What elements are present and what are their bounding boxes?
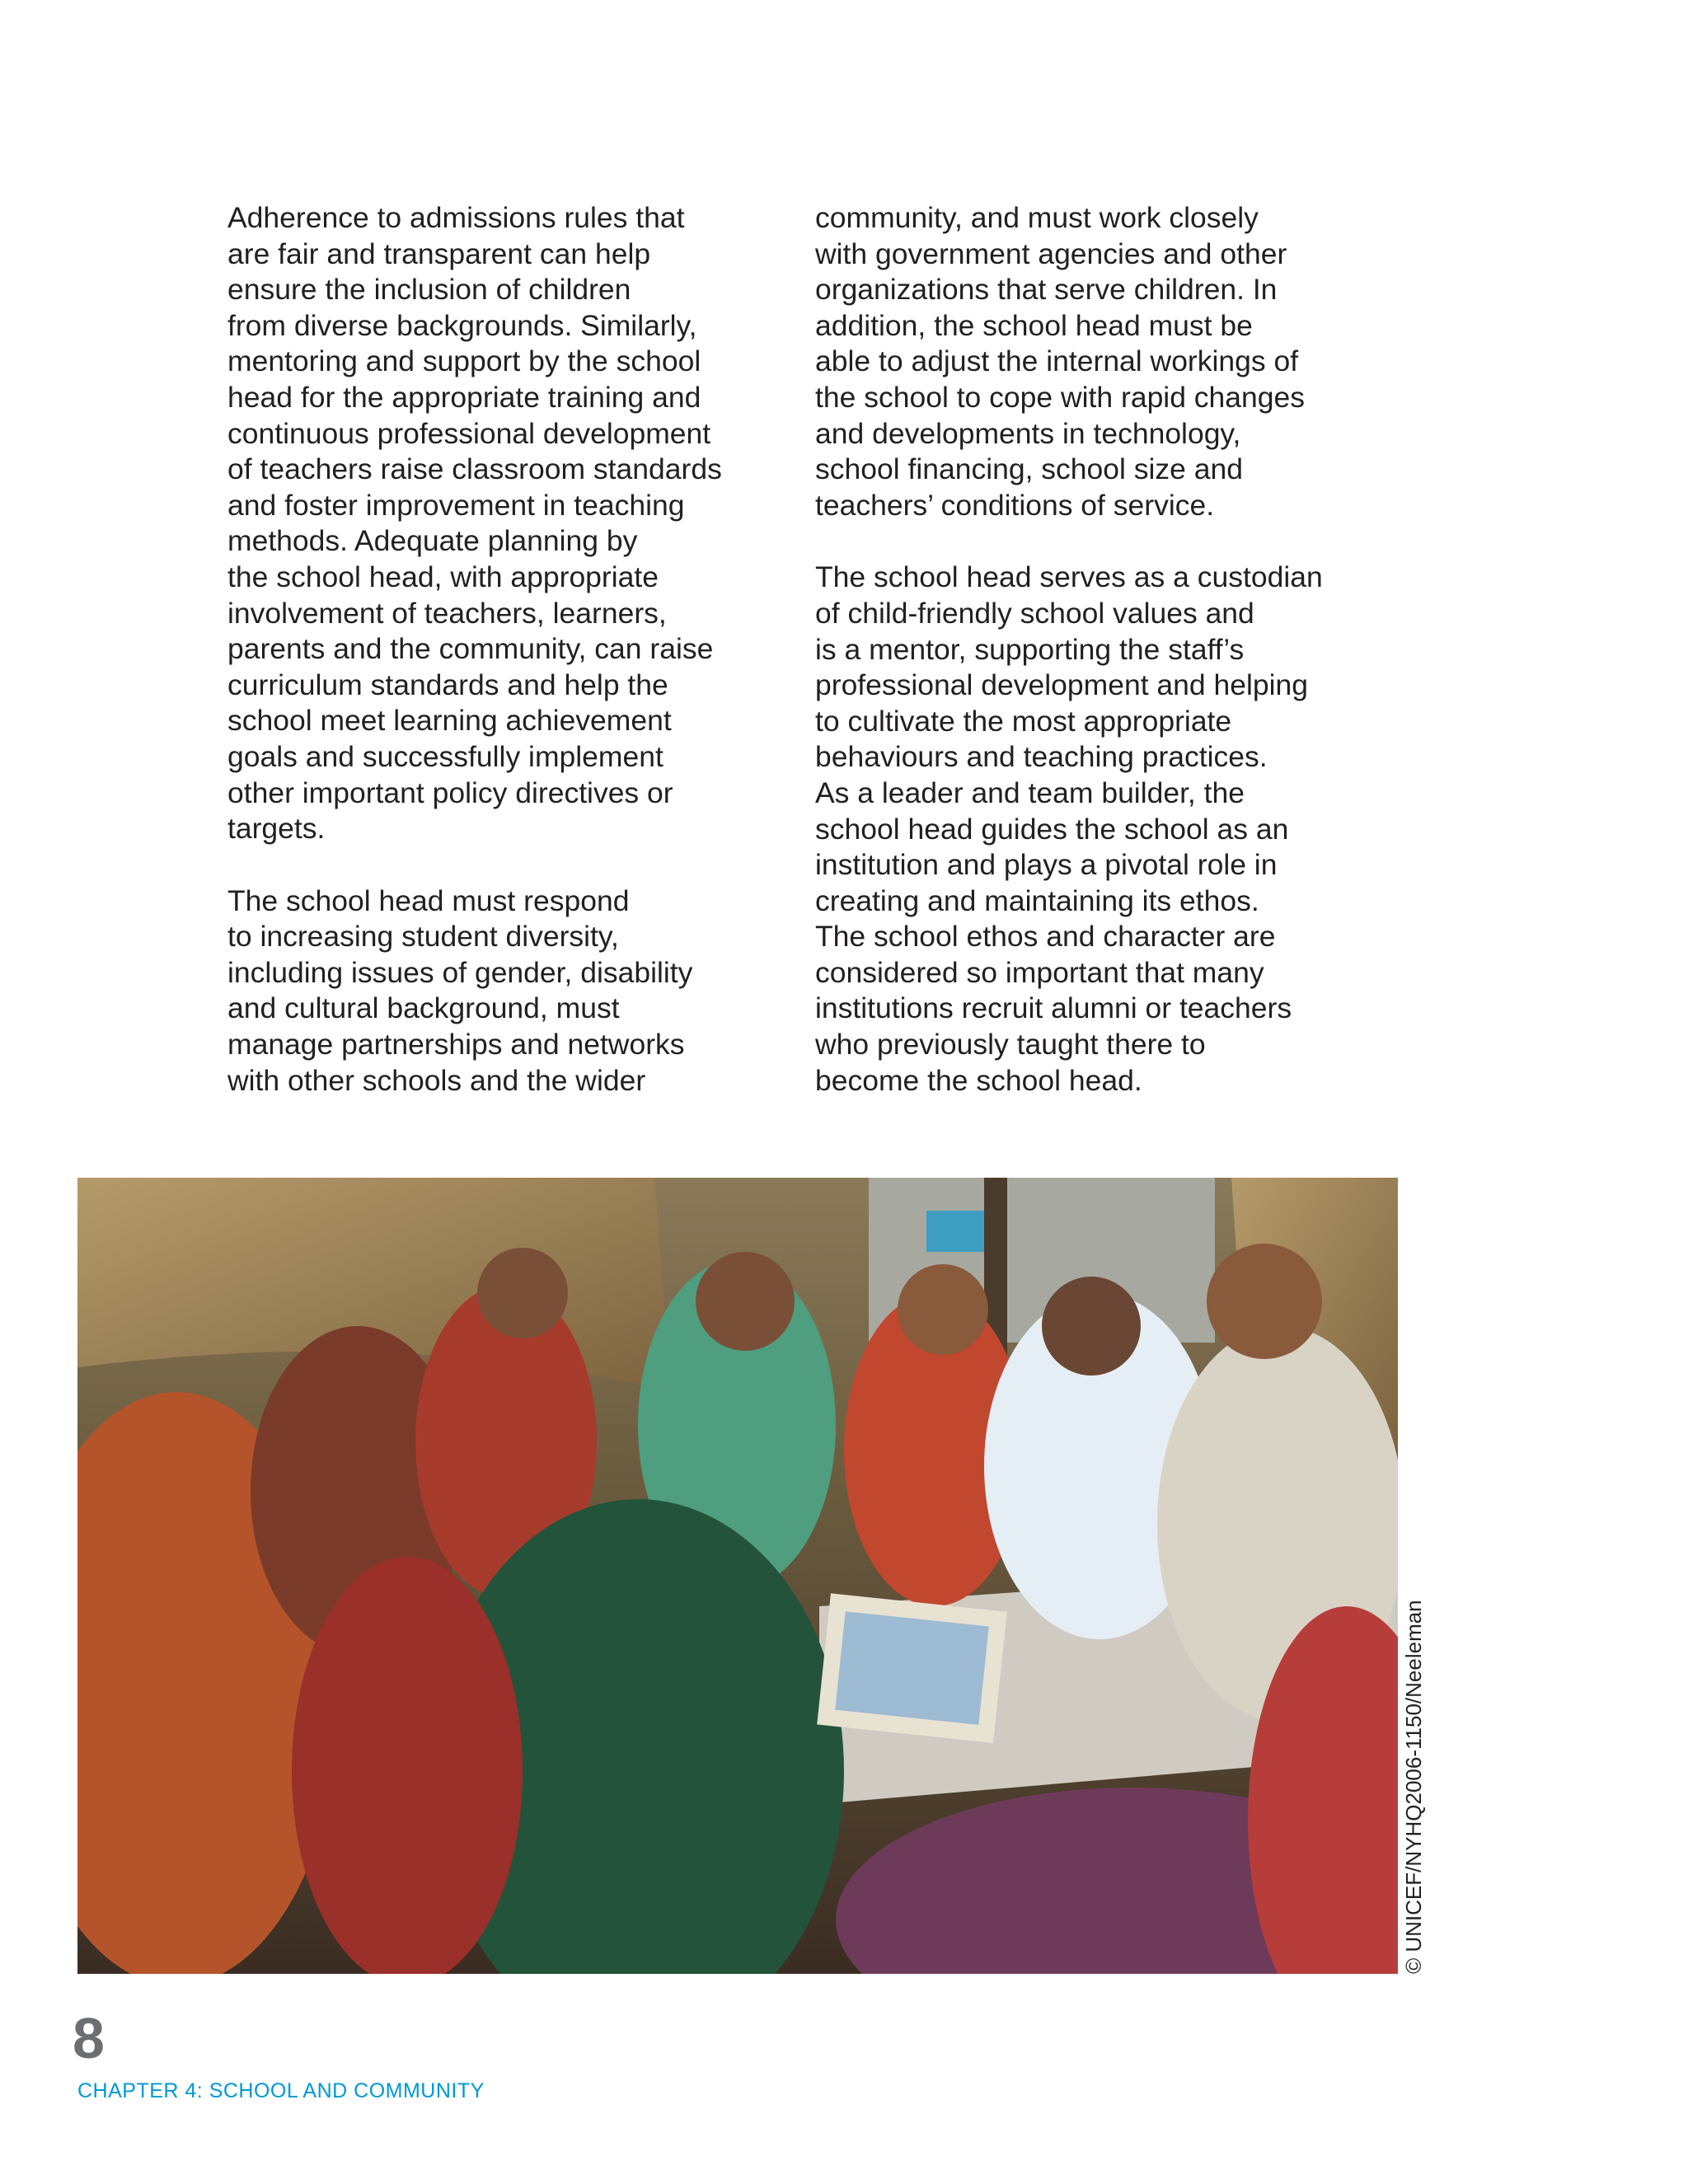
page-number: 8	[73, 2006, 105, 2070]
paragraph: Adherence to admissions rules that are fair and transparent can help ensure the inclusion of children from diverse backgrounds. Similarly, mentoring and support by the school head for the appropriate training and continuous professional development of teachers raise classroom standards and foster improvement in teaching methods. Adequate planning by the school head, with appropriate involvement of teachers, learners, parents and the community, can raise curriculum standards and help the school meet learning achievement goals and successfully implement other important policy directives or targets.	[227, 201, 722, 846]
photo-credit: © UNICEF/NYHQ2006-1150/Neeleman	[1401, 1600, 1426, 1974]
community-meeting-photo	[77, 1178, 1398, 1974]
paragraph: community, and must work closely with government agencies and other organizations that serve children. In addition, the school head must be able to adjust the internal workings of the school to cope with rapid changes and developments in technology, school financing, school size and teachers’ conditions of service.	[815, 201, 1306, 522]
right-text-column	[815, 200, 1392, 1135]
paragraph: The school head serves as a custodian of child-friendly school values and is a mentor, supporting the staff’s professional development and helping to cultivate the most appropriate behaviours and teaching practices. As a leader and team builder, the school head guides the school as an institution and plays a pivotal role in creating and maintaining its ethos. The school ethos and character are considered so important that many institutions recruit alumni or teachers who previously taught there to become the school head.	[815, 560, 1323, 1097]
chapter-title: CHAPTER 4: SCHOOL AND COMMUNITY	[77, 2079, 485, 2102]
left-text-column	[227, 200, 788, 1135]
paragraph: The school head must respond to increasing student diversity, including issues of gender, disability and cultural background, must manage partnerships and networks with other schools and the wider	[227, 883, 693, 1097]
